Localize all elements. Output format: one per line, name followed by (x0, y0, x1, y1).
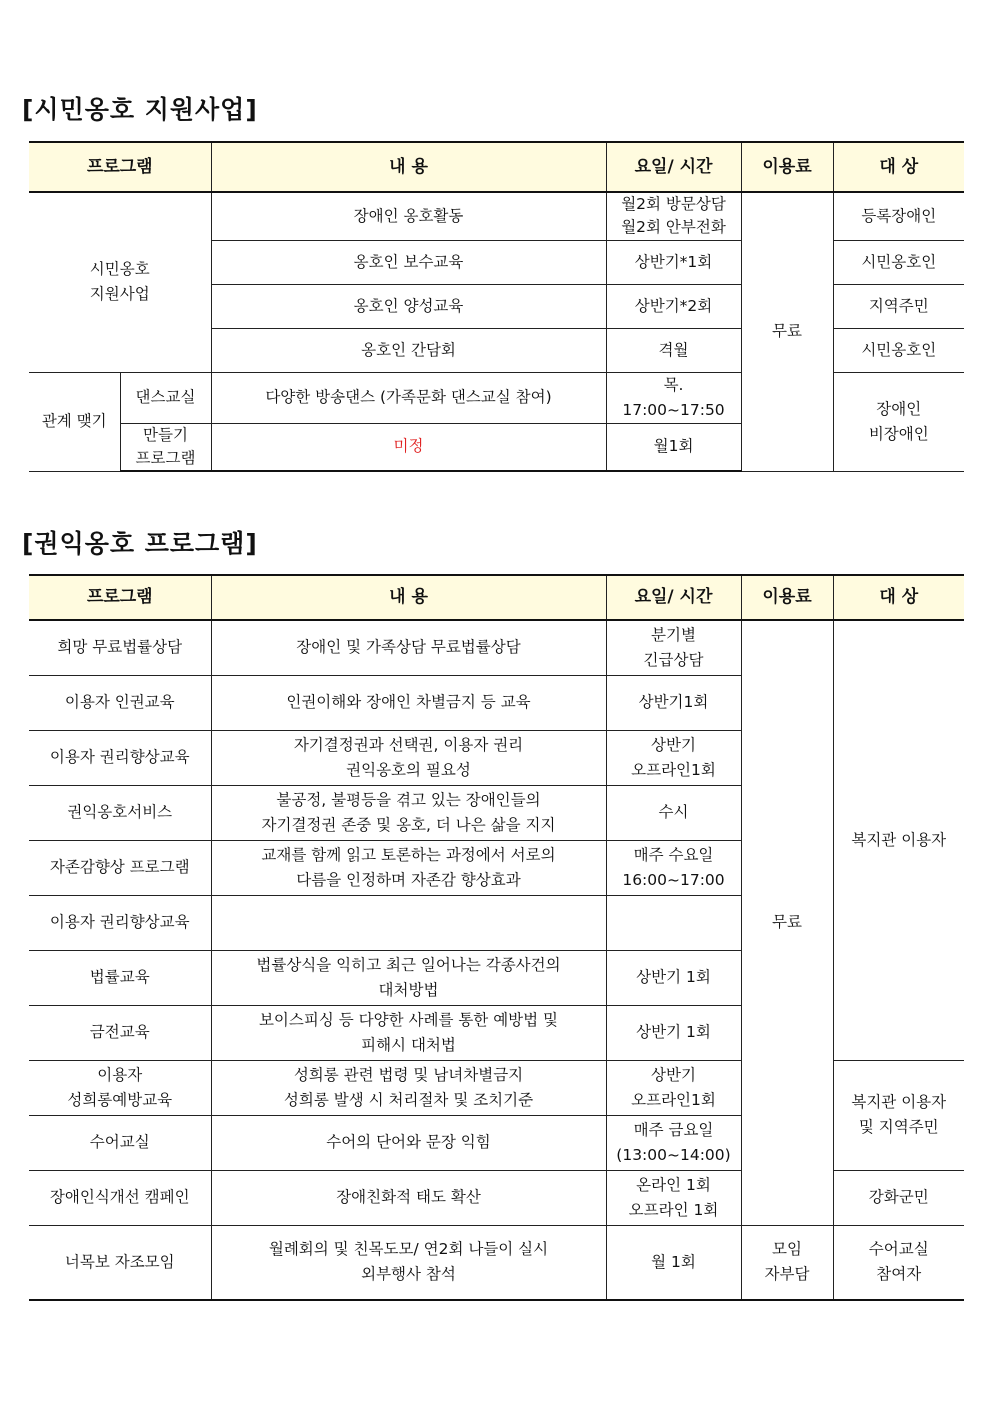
time-cell: 상반기 오프라인1회 (606, 1060, 741, 1115)
time-cell: 매주 금요일 (13:00~14:00) (606, 1115, 741, 1170)
section-title-citizen-advocacy: [시민옹호 지원사업] (22, 95, 258, 124)
header-fee: 이용료 (741, 142, 833, 192)
content-cell (211, 895, 606, 950)
header-time: 요일/ 시간 (606, 575, 741, 620)
time-cell (606, 895, 741, 950)
time-cell: 상반기 1회 (606, 950, 741, 1005)
content-cell: 법률상식을 익히고 최근 일어나는 각종사건의 대처방법 (211, 950, 606, 1005)
target-cell: 지역주민 (833, 284, 964, 328)
program-cell: 이용자 성희롱예방교육 (29, 1060, 211, 1115)
content-cell: 옹호인 양성교육 (211, 284, 606, 328)
content-cell: 자기결정권과 선택권, 이용자 권리 권익옹호의 필요성 (211, 730, 606, 785)
program-cell: 이용자 인권교육 (29, 675, 211, 730)
sub-program-cell: 만들기 프로그램 (120, 423, 211, 471)
program-cell: 희망 무료법률상담 (29, 620, 211, 675)
header-time: 요일/ 시간 (606, 142, 741, 192)
program-cell: 자존감향상 프로그램 (29, 840, 211, 895)
time-cell: 격월 (606, 328, 741, 372)
content-cell: 장애인 및 가족상담 무료법률상담 (211, 620, 606, 675)
fee-cell: 모임 자부담 (741, 1225, 833, 1300)
table-row (29, 1225, 964, 1300)
time-cell: 상반기 오프라인1회 (606, 730, 741, 785)
header-target: 대 상 (833, 142, 964, 192)
target-cell: 장애인 비장애인 (833, 372, 964, 471)
program-group-relationship: 관계 맺기 (29, 372, 120, 471)
header-program: 프로그램 (29, 575, 211, 620)
content-cell-undecided: 미정 (211, 423, 606, 471)
time-cell: 상반기*1회 (606, 240, 741, 284)
header-program: 프로그램 (29, 142, 211, 192)
time-cell: 수시 (606, 785, 741, 840)
rights-advocacy-table (29, 574, 964, 1301)
content-cell: 보이스피싱 등 다양한 사례를 통한 예방법 및 피해시 대처법 (211, 1005, 606, 1060)
content-cell: 장애인 옹호활동 (211, 192, 606, 240)
program-cell: 너목보 자조모임 (29, 1225, 211, 1300)
content-cell: 교재를 함께 읽고 토론하는 과정에서 서로의 다름을 인정하며 자존감 향상효과 (211, 840, 606, 895)
program-cell: 장애인식개선 캠페인 (29, 1170, 211, 1225)
content-cell: 장애친화적 태도 확산 (211, 1170, 606, 1225)
table-header-row (29, 142, 964, 192)
time-cell: 상반기1회 (606, 675, 741, 730)
time-cell: 매주 수요일 16:00~17:00 (606, 840, 741, 895)
program-group-citizen-advocacy: 시민옹호 지원사업 (29, 192, 211, 372)
fee-cell: 무료 (741, 620, 833, 1225)
header-fee: 이용료 (741, 575, 833, 620)
target-cell: 등록장애인 (833, 192, 964, 240)
section-title-rights-advocacy: [권익옹호 프로그램] (22, 529, 258, 558)
program-cell: 수어교실 (29, 1115, 211, 1170)
target-cell: 복지관 이용자 (833, 620, 964, 1060)
time-cell: 상반기*2회 (606, 284, 741, 328)
header-content: 내 용 (211, 142, 606, 192)
content-cell: 수어의 단어와 문장 익힘 (211, 1115, 606, 1170)
content-cell: 다양한 방송댄스 (가족문화 댄스교실 참여) (211, 372, 606, 423)
target-cell: 강화군민 (833, 1170, 964, 1225)
time-cell: 분기별 긴급상담 (606, 620, 741, 675)
header-content: 내 용 (211, 575, 606, 620)
time-cell: 상반기 1회 (606, 1005, 741, 1060)
target-cell: 시민옹호인 (833, 240, 964, 284)
time-cell: 월1회 (606, 423, 741, 471)
content-cell: 불공정, 불평등을 겪고 있는 장애인들의 자기결정권 존중 및 옹호, 더 나은 삶을 지지 (211, 785, 606, 840)
content-cell: 성희롱 관련 법령 및 남녀차별금지 성희롱 발생 시 처리절차 및 조치기준 (211, 1060, 606, 1115)
content-cell: 옹호인 간담회 (211, 328, 606, 372)
time-cell: 월 1회 (606, 1225, 741, 1300)
program-cell: 권익옹호서비스 (29, 785, 211, 840)
target-cell: 시민옹호인 (833, 328, 964, 372)
time-cell: 온라인 1회 오프라인 1회 (606, 1170, 741, 1225)
program-cell: 법률교육 (29, 950, 211, 1005)
table-row (29, 620, 964, 675)
content-cell: 인권이해와 장애인 차별금지 등 교육 (211, 675, 606, 730)
fee-cell: 무료 (741, 192, 833, 471)
program-cell: 이용자 권리향상교육 (29, 730, 211, 785)
header-target: 대 상 (833, 575, 964, 620)
content-cell: 월례회의 및 친목도모/ 연2회 나들이 실시 외부행사 참석 (211, 1225, 606, 1300)
time-cell: 월2회 방문상담 월2회 안부전화 (606, 192, 741, 240)
target-cell: 복지관 이용자 및 지역주민 (833, 1060, 964, 1170)
program-cell: 이용자 권리향상교육 (29, 895, 211, 950)
table-row (29, 192, 964, 240)
citizen-advocacy-table (29, 141, 964, 472)
sub-program-cell: 댄스교실 (120, 372, 211, 423)
table-header-row (29, 575, 964, 620)
content-cell: 옹호인 보수교육 (211, 240, 606, 284)
program-cell: 금전교육 (29, 1005, 211, 1060)
target-cell: 수어교실 참여자 (833, 1225, 964, 1300)
time-cell: 목. 17:00~17:50 (606, 372, 741, 423)
